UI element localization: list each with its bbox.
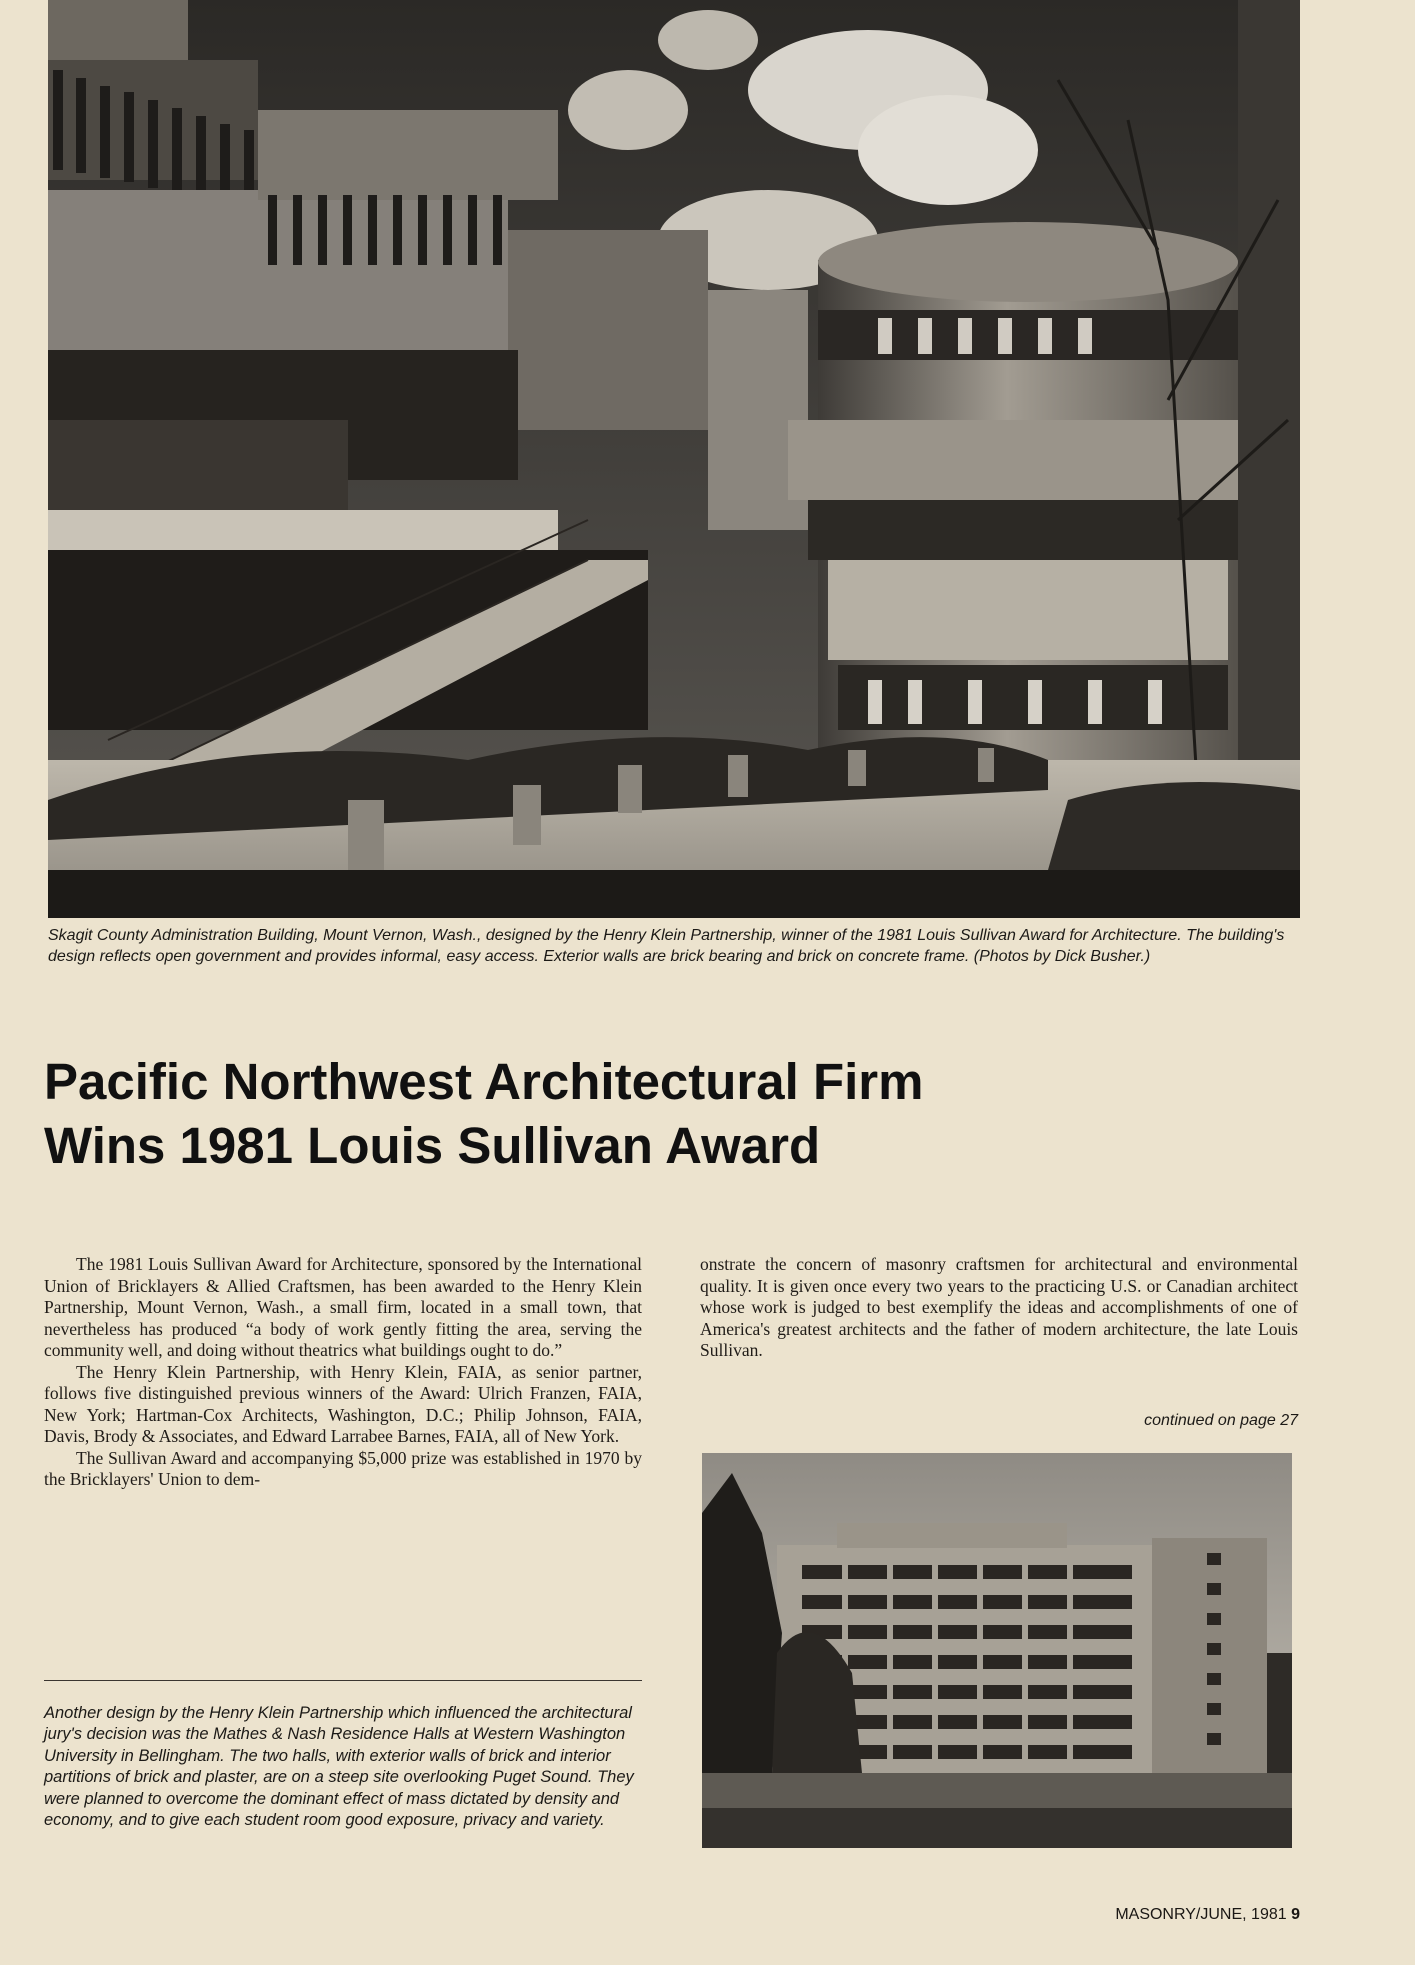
headline-line-2: Wins 1981 Louis Sullivan Award [44, 1117, 821, 1174]
divider [44, 1680, 642, 1681]
body-paragraph: The Sullivan Award and accompanying $5,000 prize was established in 1970 by the Bricklayers' Union to dem- [44, 1447, 642, 1489]
body-paragraph: onstrate the concern of masonry craftsmen for architectural and environmental quality. It is given once every two years to the practicing U.S. or Canadian architect whose work is judged to best exemplify the ideas and accomplishments of one of America's greatest architects and the father of modern architecture, the late Louis Sullivan. [700, 1254, 1298, 1360]
body-paragraph: The 1981 Louis Sullivan Award for Architecture, sponsored by the International Union of Bricklayers & Allied Craftsmen, has been awarded to the Henry Klein Partnership, Mount Vernon, Wash., a small firm, located in a small town, that nevertheless has produced “a body of work gently fitting the area, serving the community well, and doing without theatrics what buildings ought to do.” [44, 1254, 642, 1360]
body-paragraph: The Henry Klein Partnership, with Henry Klein, FAIA, as senior partner, follows five distinguished previous winners of the Award: Ulrich Franzen, FAIA, New York; Hartman-Cox Architects, Washington, D.C.; Philip Johnson, FAIA, Davis, Brody & Associates, and Edward Larrabee Barnes, FAIA, all of New York. [44, 1361, 642, 1446]
continued-note: continued on page 27 [1144, 1412, 1298, 1429]
publication-date: MASONRY/JUNE, 1981 [1115, 1906, 1287, 1923]
body-column-right [700, 1254, 1298, 1362]
page-footer [1000, 1906, 1300, 1924]
top-photo-caption: Skagit County Administration Building, Mount Vernon, Wash., designed by the Henry Klein Partnership, winner of the 1981 Louis Sullivan Award for Architecture. The building's design reflects open government and provides informal, easy access. Exterior walls are brick bearing and brick on concrete frame. (Photos by Dick Busher.) [48, 927, 1285, 965]
headline-line-1: Pacific Northwest Architectural Firm [44, 1053, 924, 1110]
building-photo-illustration [48, 0, 1300, 918]
page-number: 9 [1291, 1906, 1300, 1923]
building-photo [48, 0, 1300, 918]
residence-hall-photo [702, 1453, 1292, 1848]
body-column-left [44, 1254, 642, 1491]
page-title [44, 1050, 1294, 1178]
bottom-photo-caption: Another design by the Henry Klein Partnership which influenced the architectural jury's decision was the Mathes & Nash Residence Halls at Western Washington University in Bellingham. The two halls, with exterior walls of brick and interior partitions of brick and plaster, are on a steep site overlooking Puget Sound. They were planned to overcome the dominant effect of mass dictated by density and economy, and to give each student room good exposure, privacy and variety. [44, 1704, 634, 1830]
residence-hall-illustration [702, 1453, 1292, 1848]
